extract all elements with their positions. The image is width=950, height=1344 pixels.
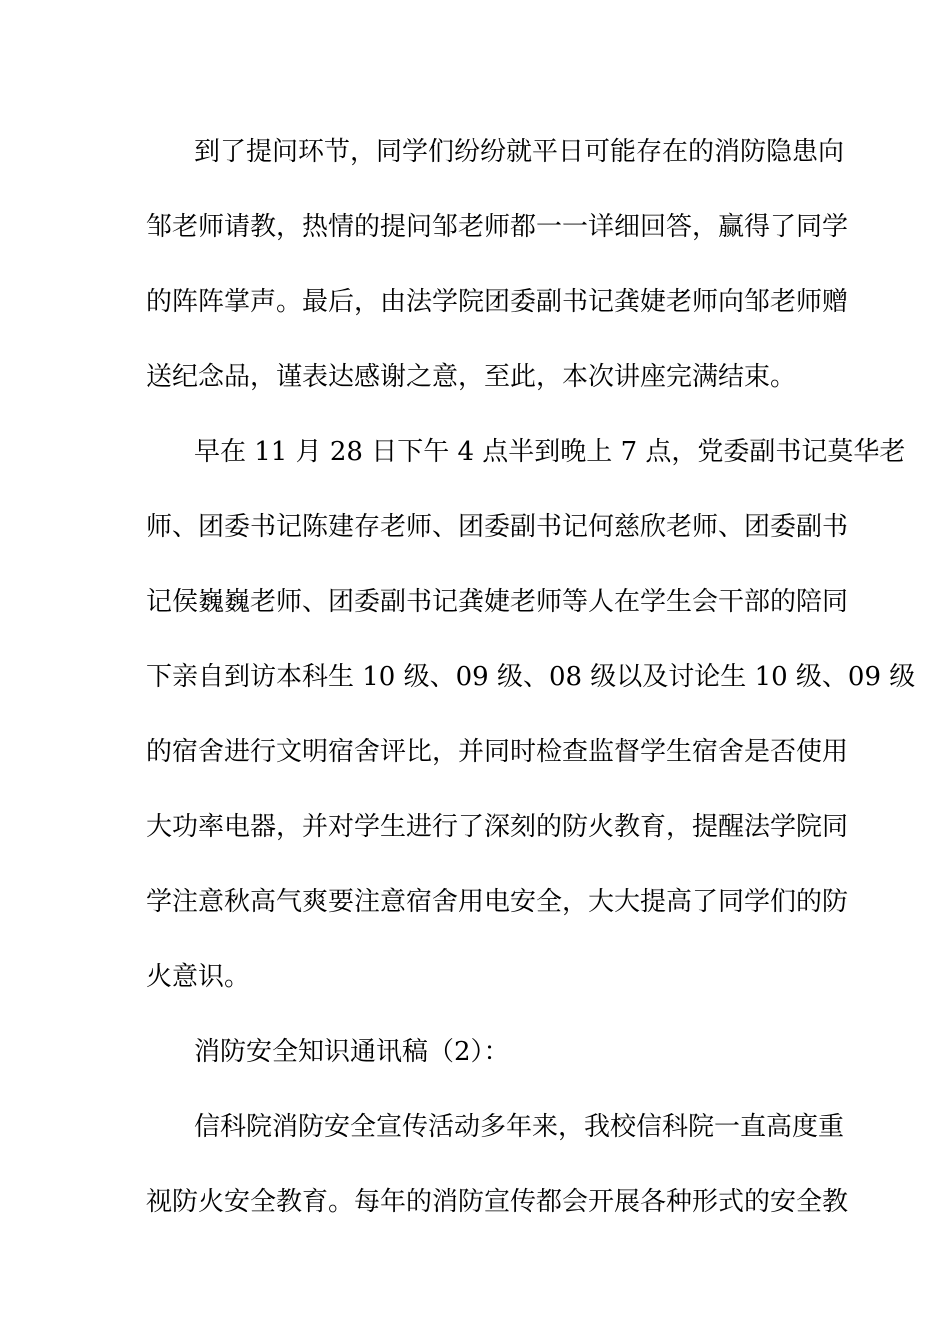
paragraph-line: 邹老师请教，热情的提问邹老师都一一详细回答，赢得了同学 <box>146 212 849 242</box>
paragraph-line: 下亲自到访本科生 10 级、09 级、08 级以及讨论生 10 级、09 级 <box>146 662 916 692</box>
paragraph-line: 的阵阵掌声。最后，由法学院团委副书记龚婕老师向邹老师赠 <box>146 287 849 317</box>
paragraph-line: 送纪念品，谨表达感谢之意，至此，本次讲座完满结束。 <box>146 362 797 392</box>
paragraph-line: 的宿舍进行文明宿舍评比，并同时检查监督学生宿舍是否使用 <box>146 737 849 767</box>
paragraph-line: 视防火安全教育。每年的消防宣传都会开展各种形式的安全教 <box>146 1187 849 1217</box>
section-heading: 消防安全知识通讯稿（2）： <box>194 1037 510 1067</box>
paragraph-line: 师、团委书记陈建存老师、团委副书记何慈欣老师、团委副书 <box>146 512 849 542</box>
paragraph-line: 火意识。 <box>146 962 251 992</box>
paragraph-line: 早在 11 月 28 日下午 4 点半到晚上 7 点，党委副书记莫华老 <box>194 437 906 467</box>
paragraph-line: 大功率电器，并对学生进行了深刻的防火教育，提醒法学院同 <box>146 812 849 842</box>
paragraph-line: 学注意秋高气爽要注意宿舍用电安全，大大提高了同学们的防 <box>146 887 849 917</box>
paragraph-line: 到了提问环节，同学们纷纷就平日可能存在的消防隐患向 <box>194 137 845 167</box>
paragraph-line: 信科院消防安全宣传活动多年来，我校信科院一直高度重 <box>194 1112 845 1142</box>
paragraph-line: 记侯巍巍老师、团委副书记龚婕老师等人在学生会干部的陪同 <box>146 587 849 617</box>
